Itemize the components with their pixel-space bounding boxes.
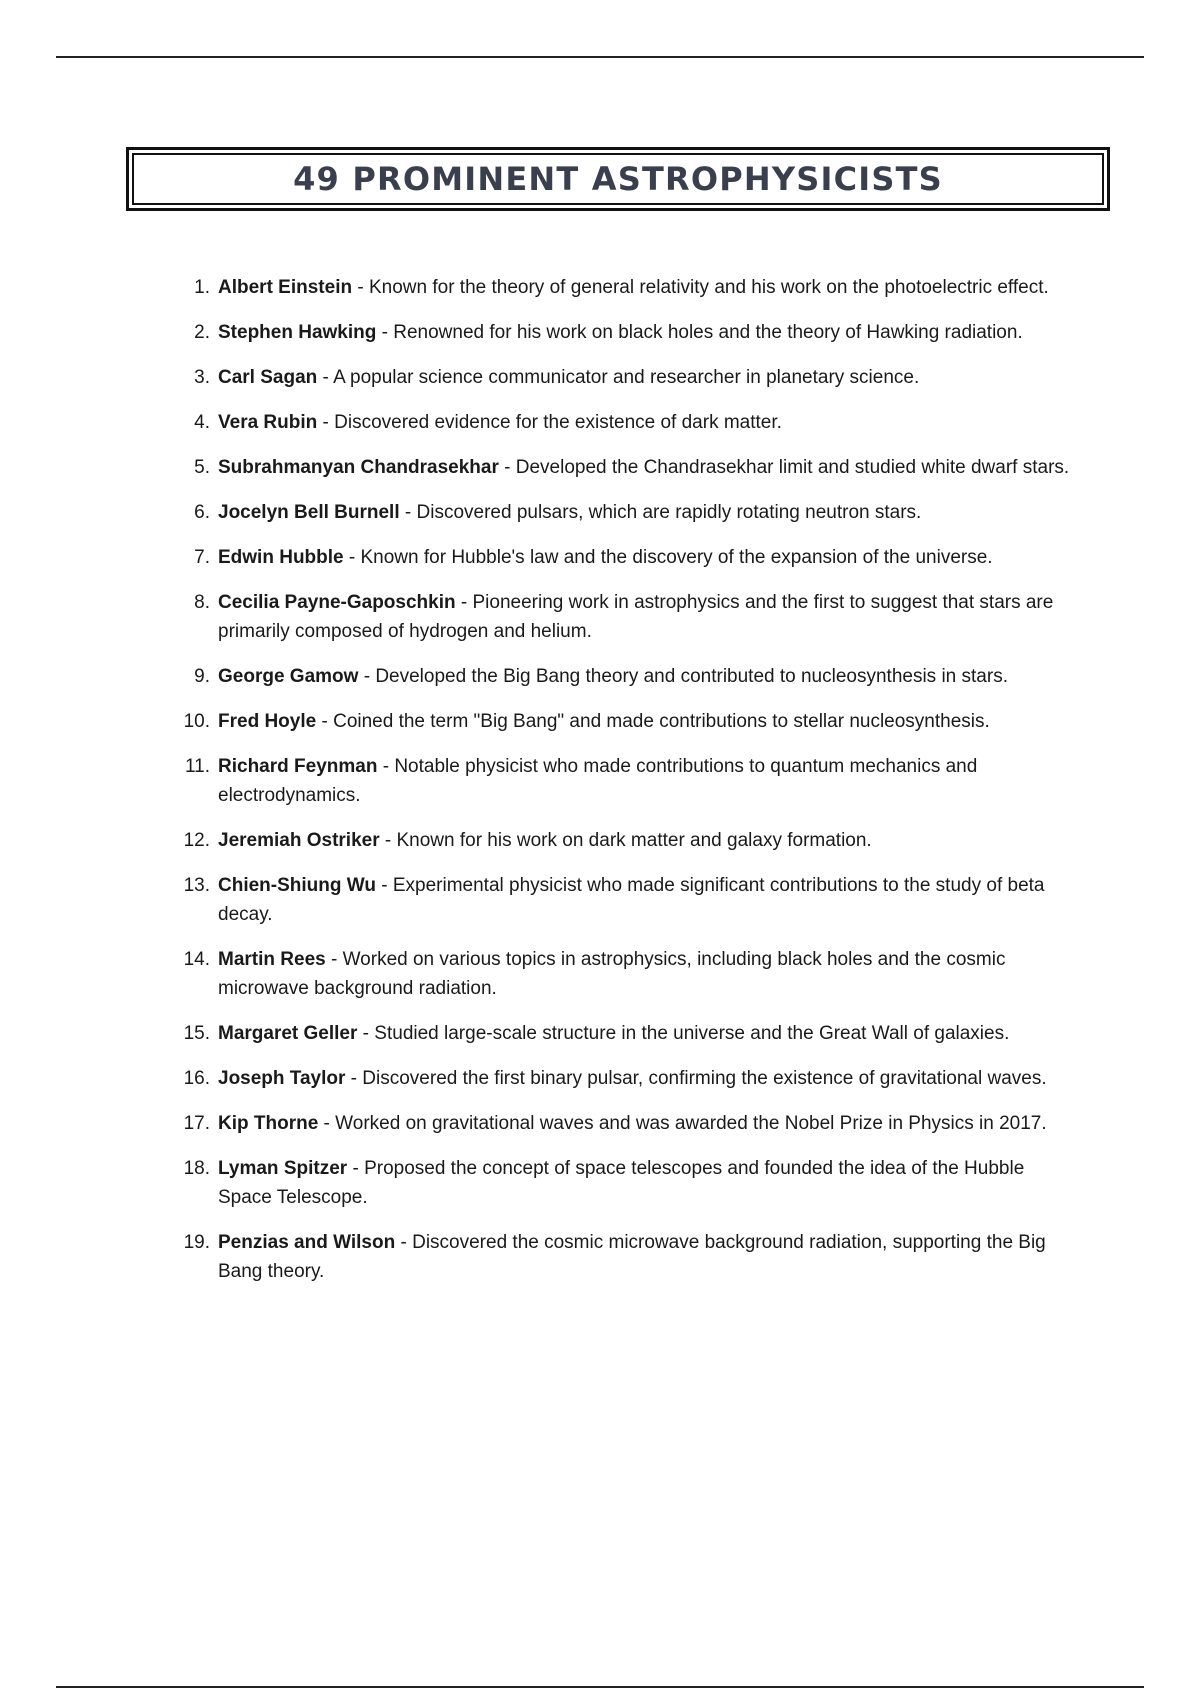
item-number: 10. — [183, 711, 210, 732]
item-description: Discovered the cosmic microwave background radiation, supporting the Big Bang theory. — [218, 1232, 1046, 1282]
item-description: Known for the theory of general relativity and his work on the photoelectric effect. — [368, 277, 1049, 298]
item-number: 9. — [194, 666, 210, 687]
item-separator: - — [395, 1232, 413, 1253]
item-description: Proposed the concept of space telescopes and founded the idea of the Hubble Space Telescope. — [218, 1158, 1025, 1208]
item-name: Vera Rubin — [218, 412, 318, 433]
item-name: Margaret Geller — [218, 1023, 358, 1044]
item-description: Worked on gravitational waves and was awarded the Nobel Prize in Physics in 2017. — [335, 1113, 1047, 1134]
item-description: Developed the Chandrasekhar limit and studied white dwarf stars. — [515, 457, 1070, 478]
item-number: 13. — [183, 875, 210, 896]
item-separator: - — [352, 277, 369, 298]
list-item — [0, 453, 1200, 482]
item-number: 1. — [194, 277, 210, 298]
item-name: Subrahmanyan Chandrasekhar — [218, 457, 499, 478]
title-box — [126, 147, 1110, 211]
item-separator: - — [318, 1113, 336, 1134]
item-description: A popular science communicator and researcher in planetary science. — [333, 367, 920, 388]
item-number: 17. — [183, 1113, 210, 1134]
list-item — [0, 588, 1200, 646]
item-description: Developed the Big Bang theory and contributed to nucleosynthesis in stars. — [375, 666, 1008, 687]
item-number: 11. — [184, 756, 210, 777]
item-name: Martin Rees — [218, 949, 326, 970]
item-name: Carl Sagan — [218, 367, 318, 388]
item-number: 3. — [194, 367, 210, 388]
item-number: 4. — [194, 412, 210, 433]
list-item — [0, 752, 1200, 810]
item-description: Pioneering work in astrophysics and the first to suggest that stars are primarily composed of hydrogen and helium. — [218, 592, 1054, 642]
item-separator: - — [376, 322, 394, 343]
item-name: Fred Hoyle — [218, 711, 317, 732]
item-name: Albert Einstein — [218, 277, 353, 298]
item-name: Lyman Spitzer — [218, 1158, 348, 1179]
list-item — [0, 826, 1200, 855]
title-inner-frame — [132, 153, 1104, 205]
top-rule — [56, 56, 1144, 58]
item-name: Stephen Hawking — [218, 322, 377, 343]
item-number: 2. — [194, 322, 210, 343]
item-name: Joseph Taylor — [218, 1068, 346, 1089]
item-description: Notable physicist who made contributions to quantum mechanics and electrodynamics. — [218, 756, 978, 806]
item-separator: - — [379, 830, 397, 851]
list-item — [0, 408, 1200, 437]
item-separator: - — [375, 875, 393, 896]
item-separator: - — [498, 457, 516, 478]
item-number: 7. — [194, 547, 210, 568]
item-name: Jocelyn Bell Burnell — [218, 502, 400, 523]
item-number: 8. — [194, 592, 210, 613]
item-separator: - — [399, 502, 417, 523]
item-number: 12. — [183, 830, 210, 851]
item-number: 16. — [183, 1068, 210, 1089]
bottom-rule — [56, 1686, 1144, 1688]
item-name: Penzias and Wilson — [218, 1232, 396, 1253]
list-item — [0, 498, 1200, 527]
item-separator: - — [358, 666, 376, 687]
item-separator: - — [357, 1023, 375, 1044]
item-description: Known for Hubble's law and the discovery of the expansion of the universe. — [360, 547, 993, 568]
item-separator: - — [347, 1158, 365, 1179]
item-name: Kip Thorne — [218, 1113, 319, 1134]
item-number: 18. — [183, 1158, 210, 1179]
item-description: Known for his work on dark matter and galaxy formation. — [396, 830, 872, 851]
astrophysicist-list — [0, 273, 1200, 1302]
item-separator: - — [317, 367, 334, 388]
item-name: Cecilia Payne-Gaposchkin — [218, 592, 456, 613]
list-item — [0, 318, 1200, 347]
item-separator: - — [316, 711, 334, 732]
item-description: Coined the term "Big Bang" and made contributions to stellar nucleosynthesis. — [333, 711, 990, 732]
list-item — [0, 662, 1200, 691]
item-number: 19. — [183, 1232, 210, 1253]
list-item — [0, 1228, 1200, 1286]
item-name: Chien-Shiung Wu — [218, 875, 376, 896]
page-title: 49 PROMINENT ASTROPHYSICISTS — [293, 160, 943, 198]
item-name: Jeremiah Ostriker — [218, 830, 380, 851]
item-separator: - — [343, 547, 361, 568]
item-separator: - — [455, 592, 473, 613]
list-item — [0, 1064, 1200, 1093]
item-description: Discovered the first binary pulsar, confirming the existence of gravitational waves. — [362, 1068, 1047, 1089]
item-description: Discovered evidence for the existence of dark matter. — [334, 412, 782, 433]
item-number: 6. — [194, 502, 210, 523]
item-number: 15. — [183, 1023, 210, 1044]
list-item — [0, 273, 1200, 302]
item-description: Worked on various topics in astrophysics, including black holes and the cosmic microwave background radiation. — [218, 949, 1006, 999]
list-item — [0, 543, 1200, 572]
item-description: Experimental physicist who made significant contributions to the study of beta decay. — [218, 875, 1045, 925]
list-item — [0, 1019, 1200, 1048]
item-description: Discovered pulsars, which are rapidly rotating neutron stars. — [416, 502, 922, 523]
list-item — [0, 871, 1200, 929]
item-description: Studied large-scale structure in the universe and the Great Wall of galaxies. — [374, 1023, 1010, 1044]
item-number: 5. — [194, 457, 210, 478]
list-item — [0, 945, 1200, 1003]
item-separator: - — [345, 1068, 363, 1089]
item-separator: - — [325, 949, 343, 970]
item-description: Renowned for his work on black holes and the theory of Hawking radiation. — [393, 322, 1023, 343]
item-name: Richard Feynman — [218, 756, 378, 777]
item-name: George Gamow — [218, 666, 359, 687]
item-name: Edwin Hubble — [218, 547, 344, 568]
list-item — [0, 1154, 1200, 1212]
list-item — [0, 363, 1200, 392]
list-item — [0, 707, 1200, 736]
item-number: 14. — [183, 949, 210, 970]
item-separator: - — [317, 412, 335, 433]
list-item — [0, 1109, 1200, 1138]
item-separator: - — [377, 756, 395, 777]
